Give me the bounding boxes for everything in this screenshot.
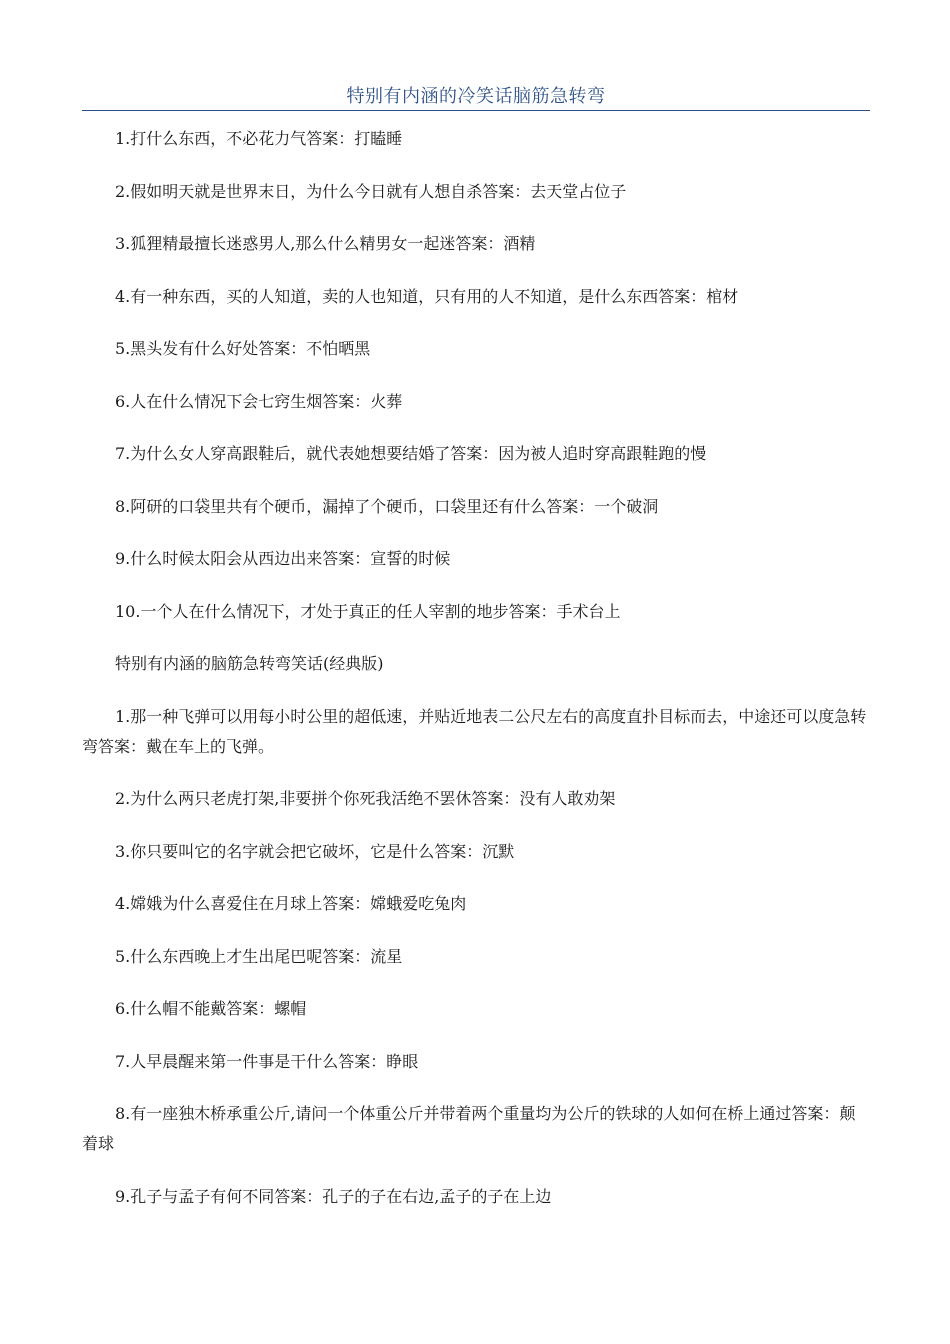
- list-item: 2.假如明天就是世界末日，为什么今日就有人想自杀答案：去天堂占位子: [115, 181, 627, 201]
- document-body: [82, 124, 870, 1234]
- list-item: 1.那一种飞弹可以用每小时公里的超低速，并贴近地表二公尺左右的高度直扑目标而去，中途还可以度急转弯答案：戴在车上的飞弹。: [82, 706, 867, 756]
- header-title: 特别有内涵的冷笑话脑筋急转弯: [346, 86, 606, 107]
- list-item: 6.人在什么情况下会七窍生烟答案：火葬: [115, 391, 403, 411]
- page-header: [82, 80, 870, 111]
- list-item: 6.什么帽不能戴答案：螺帽: [115, 999, 307, 1018]
- list-item: 3.狐狸精最擅长迷惑男人,那么什么精男女一起迷答案：酒精: [115, 234, 536, 253]
- list-item: 1.打什么东西，不必花力气答案：打瞌睡: [115, 129, 403, 148]
- list-item: 2.为什么两只老虎打架,非要拼个你死我活绝不罢休答案：没有人敢劝架: [115, 789, 616, 808]
- list-item: 7.人早晨醒来第一件事是干什么答案：睁眼: [115, 1051, 419, 1071]
- list-item: 9.什么时候太阳会从西边出来答案：宣誓的时候: [115, 549, 451, 568]
- section-heading: 特别有内涵的脑筋急转弯笑话(经典版): [115, 654, 384, 673]
- list-item: 5.什么东西晚上才生出尾巴呢答案：流星: [115, 946, 403, 966]
- list-item: 10.一个人在什么情况下，才处于真正的任人宰割的地步答案：手术台上: [115, 601, 621, 621]
- list-item: 3.你只要叫它的名字就会把它破坏，它是什么答案：沉默: [115, 841, 515, 861]
- list-item: 4.嫦娥为什么喜爱住在月球上答案：嫦蛾爱吃兔肉: [115, 894, 467, 913]
- list-item: 7.为什么女人穿高跟鞋后，就代表她想要结婚了答案：因为被人追时穿高跟鞋跑的慢: [115, 444, 707, 463]
- list-item: 8.阿研的口袋里共有个硬币，漏掉了个硬币，口袋里还有什么答案：一个破洞: [115, 496, 659, 516]
- list-item: 5.黑头发有什么好处答案：不怕晒黑: [115, 339, 371, 358]
- list-item: 4.有一种东西，买的人知道，卖的人也知道，只有用的人不知道，是什么东西答案：棺材: [115, 286, 739, 306]
- list-item: 9.孔子与孟子有何不同答案：孔子的子在右边,孟子的子在上边: [115, 1186, 552, 1206]
- list-item: 8.有一座独木桥承重公斤,请问一个体重公斤并带着两个重量均为公斤的铁球的人如何在桥上通过答案：颠着球: [82, 1104, 856, 1153]
